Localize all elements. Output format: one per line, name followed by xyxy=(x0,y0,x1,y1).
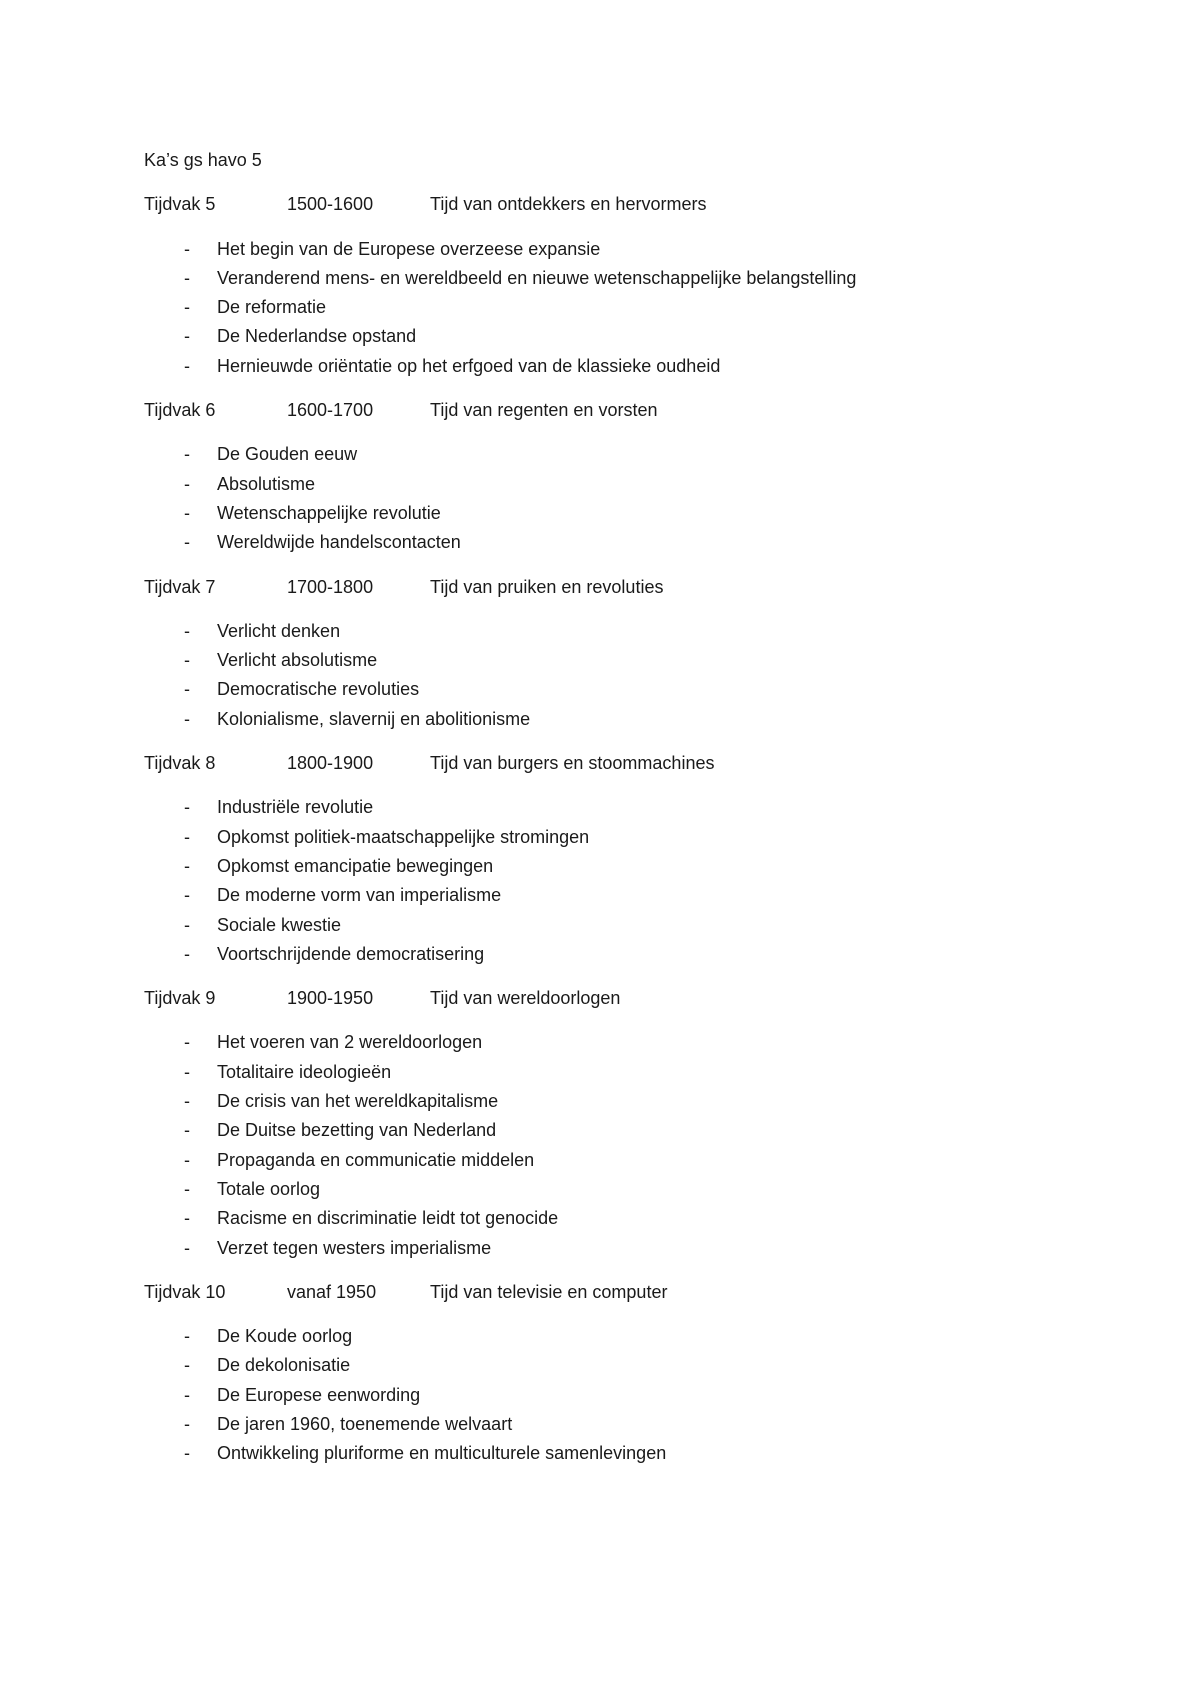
list-item xyxy=(144,499,1084,528)
era-theme: Tijd van pruiken en revoluties xyxy=(430,576,664,597)
list-item-text: Industriële revolutie xyxy=(217,797,374,818)
era-header xyxy=(144,1278,1084,1307)
era-header xyxy=(144,749,1084,778)
list-item xyxy=(144,322,1084,351)
dash-bullet: - xyxy=(184,1120,190,1141)
list-item xyxy=(144,1381,1084,1410)
era-section xyxy=(144,984,1084,1263)
era-theme: Tijd van wereldoorlogen xyxy=(430,988,621,1009)
era-theme: Tijd van ontdekkers en hervormers xyxy=(430,194,707,215)
list-item xyxy=(144,1028,1084,1057)
era-topic-list xyxy=(144,440,1084,557)
list-item xyxy=(144,1234,1084,1263)
list-item xyxy=(144,823,1084,852)
era-section xyxy=(144,396,1084,557)
list-item-text: Hernieuwde oriëntatie op het erfgoed van de klassieke oudheid xyxy=(217,355,721,376)
list-item-text: De moderne vorm van imperialisme xyxy=(217,885,502,906)
list-item xyxy=(144,528,1084,557)
era-topic-list xyxy=(144,1322,1084,1468)
era-name: Tijdvak 5 xyxy=(144,194,216,215)
era-name: Tijdvak 7 xyxy=(144,576,216,597)
era-years: 1600-1700 xyxy=(287,400,374,421)
era-theme: Tijd van regenten en vorsten xyxy=(430,400,658,421)
list-item-text: De Gouden eeuw xyxy=(217,444,358,465)
list-item xyxy=(144,1322,1084,1351)
dash-bullet: - xyxy=(184,267,190,288)
list-item-text: Het begin van de Europese overzeese expansie xyxy=(217,238,601,259)
list-item xyxy=(144,1116,1084,1145)
dash-bullet: - xyxy=(184,1355,190,1376)
list-item-text: Kolonialisme, slavernij en abolitionisme xyxy=(217,708,531,729)
era-theme: Tijd van televisie en computer xyxy=(430,1281,668,1302)
list-item-text: Verzet tegen westers imperialisme xyxy=(217,1237,492,1258)
list-item-text: De Europese eenwording xyxy=(217,1384,421,1405)
dash-bullet: - xyxy=(184,855,190,876)
dash-bullet: - xyxy=(184,1443,190,1464)
era-years: vanaf 1950 xyxy=(287,1281,377,1302)
era-name: Tijdvak 8 xyxy=(144,753,216,774)
list-item-text: Democratische revoluties xyxy=(217,679,420,700)
era-topic-list xyxy=(144,793,1084,969)
list-item xyxy=(144,1410,1084,1439)
document-body xyxy=(144,146,1084,1484)
list-item xyxy=(144,881,1084,910)
list-item xyxy=(144,940,1084,969)
list-item-text: De reformatie xyxy=(217,297,327,318)
dash-bullet: - xyxy=(184,1149,190,1170)
list-item xyxy=(144,470,1084,499)
list-item-text: Ontwikkeling pluriforme en multiculturele samenlevingen xyxy=(217,1443,667,1464)
list-item-text: De Koude oorlog xyxy=(217,1326,353,1347)
list-item-text: Wetenschappelijke revolutie xyxy=(217,502,441,523)
dash-bullet: - xyxy=(184,297,190,318)
era-topic-list xyxy=(144,617,1084,734)
dash-bullet: - xyxy=(184,238,190,259)
era-name: Tijdvak 10 xyxy=(144,1281,226,1302)
list-item-text: De jaren 1960, toenemende welvaart xyxy=(217,1413,513,1434)
list-item-text: De Duitse bezetting van Nederland xyxy=(217,1120,497,1141)
dash-bullet: - xyxy=(184,679,190,700)
era-section xyxy=(144,190,1084,381)
list-item-text: Veranderend mens- en wereldbeeld en nieuwe wetenschappelijke belangstelling xyxy=(217,267,857,288)
list-item xyxy=(144,852,1084,881)
era-section xyxy=(144,749,1084,969)
era-years: 1700-1800 xyxy=(287,576,374,597)
list-item-text: Sociale kwestie xyxy=(217,914,342,935)
era-theme: Tijd van burgers en stoommachines xyxy=(430,753,715,774)
dash-bullet: - xyxy=(184,326,190,347)
dash-bullet: - xyxy=(184,1178,190,1199)
era-header xyxy=(144,190,1084,219)
dash-bullet: - xyxy=(184,914,190,935)
era-section xyxy=(144,573,1084,734)
list-item xyxy=(144,352,1084,381)
era-section xyxy=(144,1278,1084,1469)
dash-bullet: - xyxy=(184,473,190,494)
dash-bullet: - xyxy=(184,1384,190,1405)
list-item xyxy=(144,1175,1084,1204)
list-item xyxy=(144,264,1084,293)
list-item xyxy=(144,1087,1084,1116)
list-item-text: Absolutisme xyxy=(217,473,316,494)
era-topic-list xyxy=(144,235,1084,381)
list-item xyxy=(144,293,1084,322)
list-item-text: Racisme en discriminatie leidt tot genocide xyxy=(217,1208,559,1229)
era-list xyxy=(144,190,1084,1468)
dash-bullet: - xyxy=(184,885,190,906)
list-item-text: De crisis van het wereldkapitalisme xyxy=(217,1091,499,1112)
dash-bullet: - xyxy=(184,532,190,553)
era-topic-list xyxy=(144,1028,1084,1262)
list-item-text: Het voeren van 2 wereldoorlogen xyxy=(217,1032,483,1053)
list-item-text: Verlicht denken xyxy=(217,620,341,641)
list-item xyxy=(144,617,1084,646)
list-item xyxy=(144,1351,1084,1380)
dash-bullet: - xyxy=(184,355,190,376)
list-item xyxy=(144,793,1084,822)
list-item xyxy=(144,235,1084,264)
list-item-text: Propaganda en communicatie middelen xyxy=(217,1149,535,1170)
list-item-text: De Nederlandse opstand xyxy=(217,326,417,347)
dash-bullet: - xyxy=(184,1326,190,1347)
list-item-text: Opkomst emancipatie bewegingen xyxy=(217,855,494,876)
list-item xyxy=(144,440,1084,469)
era-years: 1500-1600 xyxy=(287,194,374,215)
dash-bullet: - xyxy=(184,1208,190,1229)
dash-bullet: - xyxy=(184,943,190,964)
dash-bullet: - xyxy=(184,1237,190,1258)
dash-bullet: - xyxy=(184,1413,190,1434)
list-item-text: Voortschrijdende democratisering xyxy=(217,943,485,964)
list-item-text: Totalitaire ideologieën xyxy=(217,1061,392,1082)
list-item xyxy=(144,1058,1084,1087)
dash-bullet: - xyxy=(184,444,190,465)
dash-bullet: - xyxy=(184,708,190,729)
list-item xyxy=(144,1146,1084,1175)
dash-bullet: - xyxy=(184,1061,190,1082)
list-item-text: De dekolonisatie xyxy=(217,1355,351,1376)
era-years: 1900-1950 xyxy=(287,988,374,1009)
era-header xyxy=(144,396,1084,425)
document-title: Ka’s gs havo 5 xyxy=(144,150,262,170)
list-item-text: Totale oorlog xyxy=(217,1178,321,1199)
era-header xyxy=(144,573,1084,602)
era-name: Tijdvak 9 xyxy=(144,988,216,1009)
dash-bullet: - xyxy=(184,826,190,847)
dash-bullet: - xyxy=(184,502,190,523)
list-item-text: Wereldwijde handelscontacten xyxy=(217,532,461,553)
dash-bullet: - xyxy=(184,797,190,818)
era-name: Tijdvak 6 xyxy=(144,400,216,421)
era-years: 1800-1900 xyxy=(287,753,374,774)
list-item xyxy=(144,1439,1084,1468)
list-item xyxy=(144,675,1084,704)
dash-bullet: - xyxy=(184,1091,190,1112)
dash-bullet: - xyxy=(184,1032,190,1053)
era-header xyxy=(144,984,1084,1013)
list-item xyxy=(144,705,1084,734)
list-item-text: Opkomst politiek-maatschappelijke stromingen xyxy=(217,826,590,847)
dash-bullet: - xyxy=(184,650,190,671)
list-item xyxy=(144,1204,1084,1233)
list-item xyxy=(144,646,1084,675)
list-item-text: Verlicht absolutisme xyxy=(217,650,378,671)
dash-bullet: - xyxy=(184,620,190,641)
list-item xyxy=(144,911,1084,940)
